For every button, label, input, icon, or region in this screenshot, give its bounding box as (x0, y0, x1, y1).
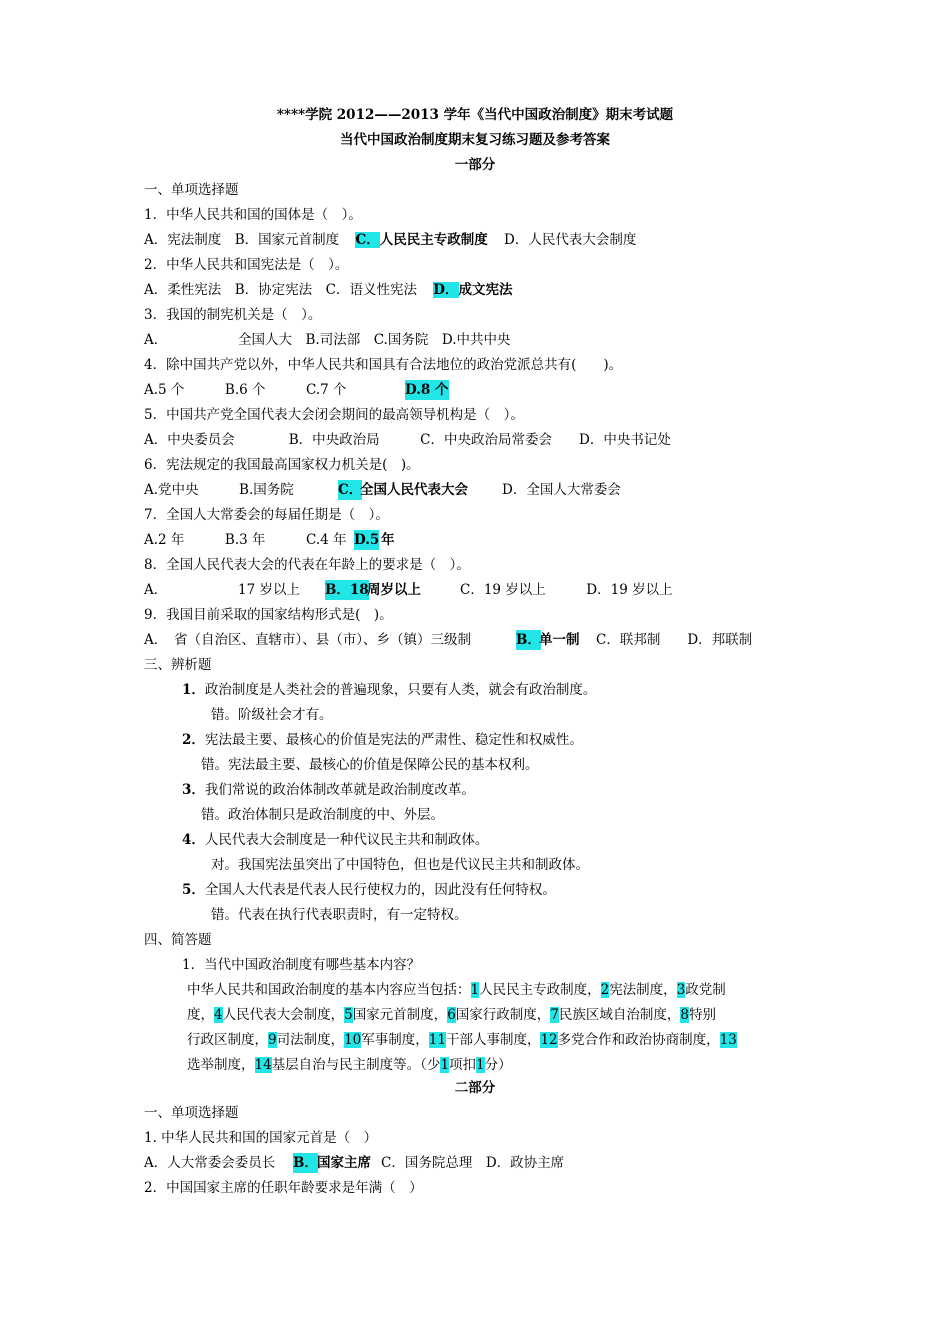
answer-number: 4 (214, 1007, 223, 1023)
judgement-item-3 (182, 780, 475, 800)
short-answer-line-1 (187, 980, 726, 1000)
part-two-question-2: 2．中国国家主席的任职年龄要求是年满（ ） (144, 1180, 423, 1196)
answer-highlight: B． (293, 1155, 318, 1171)
part-two-heading: 二部分 (454, 1080, 496, 1096)
question-2-options (144, 280, 513, 300)
option-text: C．国务院总理 D．政协主席 (381, 1155, 565, 1171)
answer-number: 3 (676, 982, 686, 998)
answer-number: 13 (719, 1032, 737, 1048)
doc-subtitle: 当代中国政治制度期末复习练习题及参考答案 (340, 132, 610, 148)
answer-segment: 度， (187, 1007, 214, 1023)
question-7-options (144, 530, 395, 550)
answer-text: 成文宪法 (458, 282, 513, 298)
item-number: 3． (182, 782, 205, 798)
answer-number: 9 (268, 1032, 277, 1048)
item-number: 5． (182, 882, 205, 898)
answer-number: 7 (550, 1007, 559, 1023)
answer-number: 1 (440, 1057, 450, 1073)
answer-segment: 国家行政制度， (455, 1007, 551, 1023)
short-answer-line-4 (187, 1055, 512, 1075)
answer-number: 12 (540, 1032, 558, 1048)
answer-highlight: D.5 (354, 532, 380, 548)
answer-highlight: D． (433, 282, 459, 298)
option-text: A．柔性宪法 B．协定宪法 C．语义性宪法 (144, 282, 417, 298)
answer-segment: 行政区制度， (187, 1032, 268, 1048)
item-question: 我们常说的政治体制改革就是政治制度改革。 (204, 782, 475, 798)
part-two-question-1: 1. 中华人民共和国的国家元首是（ ） (144, 1130, 378, 1146)
option-text: A． (144, 332, 168, 348)
answer-text: 人民民主专政制度 (379, 232, 488, 248)
short-answer-line-2 (187, 1005, 716, 1025)
question-6-options (144, 480, 621, 500)
answer-number: 8 (680, 1007, 689, 1023)
answer-segment: 司法制度， (276, 1032, 345, 1048)
short-answer-question-1: 1．当代中国政治制度有哪些基本内容？ (182, 957, 421, 973)
option-text: C．19 岁以上 D．19 岁以上 (460, 582, 673, 598)
answer-segment: 选举制度， (187, 1057, 255, 1073)
question-5: 5．中国共产党全国代表大会闭会期间的最高领导机构是（ ）。 (144, 407, 524, 423)
option-text: A.5 个 B.6 个 C.7 个 (144, 382, 347, 398)
option-text: A．人大常委会委员长 (144, 1155, 276, 1171)
answer-number: 5 (344, 1007, 353, 1023)
option-text: 17 岁以上 (238, 582, 300, 598)
item-question: 政治制度是人类社会的普遍现象，只要有人类，就会有政治制度。 (204, 682, 597, 698)
question-3: 3．我国的制宪机关是（ ）。 (144, 307, 322, 323)
answer-segment: 多党合作和政治协商制度， (557, 1032, 720, 1048)
question-8: 8．全国人民代表大会的代表在年龄上的要求是（ ）。 (144, 557, 470, 573)
answer-intro: 中华人民共和国政治制度的基本内容应当包括： (187, 982, 471, 998)
judgement-answer-2: 错。宪法最主要、最核心的价值是保障公民的基本权利。 (201, 757, 539, 773)
answer-number: 10 (344, 1032, 362, 1048)
question-2: 2．中华人民共和国宪法是（ ）。 (144, 257, 349, 273)
answer-segment: 项扣 (449, 1057, 477, 1073)
item-number: 2． (182, 732, 205, 748)
judgement-answer-5: 错。代表在执行代表职责时，有一定特权。 (211, 907, 468, 923)
answer-text: 周岁以上 (367, 582, 421, 598)
question-9-options (144, 630, 753, 650)
answer-number: 1 (476, 1057, 485, 1073)
question-6: 6．宪法规定的我国最高国家权力机关是( )。 (144, 457, 420, 473)
answer-segment: 军事制度， (361, 1032, 429, 1048)
question-9: 9．我国目前采取的国家结构形式是( )。 (144, 607, 393, 623)
answer-segment: 人民民主专政制度， (479, 982, 601, 998)
option-text: D．人民代表大会制度 (504, 232, 637, 248)
answer-segment: 特别 (688, 1007, 716, 1023)
item-question: 全国人大代表是代表人民行使权力的，因此没有任何特权。 (204, 882, 556, 898)
answer-text: 全国人民代表大会 (360, 482, 468, 498)
item-number: 4． (182, 832, 205, 848)
answer-segment: 人民代表大会制度， (222, 1007, 345, 1023)
answer-number: 1 (470, 982, 480, 998)
answer-segment: 基层自治与民主制度等。（少 (271, 1057, 441, 1073)
answer-highlight: B． (516, 632, 541, 648)
section-true-false-heading: 三、辨析题 (144, 657, 212, 673)
judgement-answer-1: 错。阶级社会才有。 (211, 707, 333, 723)
option-text: A． 省（自治区、直辖市）、县（市）、乡（镇）三级制 (144, 632, 471, 648)
option-text: A.2 年 B.3 年 C.4 年 (144, 532, 347, 548)
answer-number: 2 (600, 982, 610, 998)
question-4: 4．除中国共产党以外，中华人民共和国具有合法地位的政治党派总共有( )。 (144, 357, 623, 373)
part-two-question-1-options (144, 1153, 565, 1173)
judgement-item-4 (182, 830, 488, 850)
answer-segment: 分） (484, 1057, 512, 1073)
option-text: A.党中央 B.国务院 (144, 482, 294, 498)
judgement-answer-4: 对。我国宪法虽突出了中国特色，但也是代议民主共和制政体。 (211, 857, 589, 873)
question-8-options (144, 580, 673, 600)
option-text: D．全国人大常委会 (502, 482, 621, 498)
option-text: A．宪法制度 B．国家元首制度 (144, 232, 340, 248)
section-single-choice-heading: 一、单项选择题 (144, 182, 239, 198)
option-text: C．联邦制 D．邦联制 (596, 632, 753, 648)
question-3-options (144, 330, 511, 350)
answer-number: 14 (254, 1057, 272, 1073)
answer-highlight: D.8 个 (405, 382, 449, 398)
question-5-options: A．中央委员会 B．中央政治局 C．中央政治局常委会 D．中央书记处 (144, 432, 671, 448)
answer-segment: 宪法制度， (609, 982, 677, 998)
question-1: 1．中华人民共和国的国体是（ ）。 (144, 207, 362, 223)
short-answer-line-3 (187, 1030, 737, 1050)
item-question: 人民代表大会制度是一种代议民主共和制政体。 (204, 832, 489, 848)
item-number: 1． (182, 682, 205, 698)
answer-highlight: B．18 (325, 582, 369, 598)
answer-segment: 国家元首制度， (352, 1007, 448, 1023)
section-short-answer-heading: 四、简答题 (144, 932, 212, 948)
answer-number: 6 (447, 1007, 456, 1023)
answer-text: 国家主席 (317, 1155, 371, 1171)
answer-segment: 民族区域自治制度， (558, 1007, 681, 1023)
answer-number: 11 (428, 1032, 446, 1048)
option-text: 全国人大 B.司法部 C.国务院 D.中共中央 (238, 332, 511, 348)
answer-highlight: C． (338, 482, 363, 498)
answer-segment: 干部人事制度， (445, 1032, 541, 1048)
judgement-item-5 (182, 880, 556, 900)
option-text: A． (144, 582, 168, 598)
part-one-heading: 一部分 (454, 157, 496, 173)
doc-title: ****学院 2012——2013 学年《当代中国政治制度》期末考试题 (276, 107, 674, 123)
question-7: 7．全国人大常委会的每届任期是（ ）。 (144, 507, 389, 523)
judgement-item-1 (182, 680, 596, 700)
question-4-options (144, 380, 449, 400)
question-1-options (144, 230, 636, 250)
item-question: 宪法最主要、最核心的价值是宪法的严肃性、稳定性和权威性。 (204, 732, 583, 748)
judgement-answer-3: 错。政治体制只是政治制度的中、外层。 (201, 807, 444, 823)
answer-text: 年 (381, 532, 395, 548)
answer-segment: 政党制 (685, 982, 726, 998)
judgement-item-2 (182, 730, 583, 750)
answer-highlight: C． (355, 232, 380, 248)
answer-text: 单一制 (539, 632, 580, 648)
part-two-section-heading: 一、单项选择题 (144, 1105, 239, 1121)
